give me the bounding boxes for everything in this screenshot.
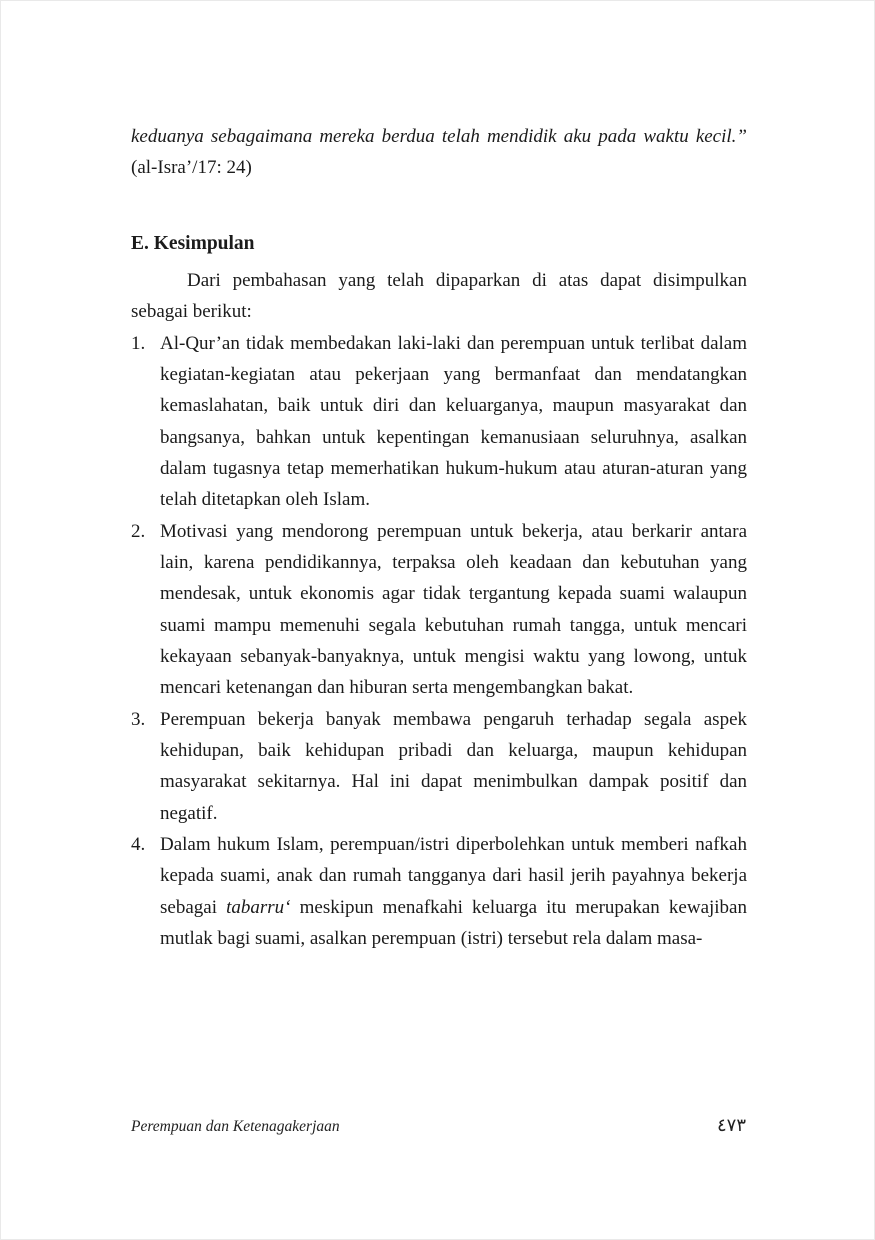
list-item bbox=[131, 328, 747, 516]
list-item-number: 4. bbox=[131, 834, 146, 856]
intro-paragraph: Dari pembahasan yang telah dipaparkan di atas dapat disimpulkan sebagai berikut: bbox=[131, 269, 747, 323]
list-item bbox=[131, 704, 747, 829]
list-item-number: 1. bbox=[131, 332, 146, 354]
list-item-number: 3. bbox=[131, 708, 146, 730]
page-footer bbox=[131, 1115, 746, 1136]
conclusion-list bbox=[131, 328, 747, 955]
list-item-text-before: Dalam hukum Islam, perempuan/istri diperbolehkan untuk memberi nafkah kepada suami, anak dan rumah tangganya dari hasil jerih payahnya bekerja sebagai bbox=[160, 834, 747, 918]
page-content bbox=[131, 121, 747, 954]
list-item bbox=[131, 516, 747, 704]
list-item-text-after: meskipun menafkahi keluarga itu merupakan kewajiban mutlak bagi suami, asalkan perempuan (istri) tersebut rela dalam masa- bbox=[160, 896, 747, 950]
section-heading: E. Kesimpulan bbox=[131, 232, 255, 254]
list-item-text: Perempuan bekerja banyak membawa pengaruh terhadap segala aspek kehidupan, baik kehidupan pribadi dan keluarga, maupun kehidupan masyarakat sekitarnya. Hal ini dapat menimbulkan dampak positif dan negatif. bbox=[160, 708, 747, 824]
list-item-text bbox=[160, 829, 747, 954]
list-item-text: Motivasi yang mendorong perempuan untuk bekerja, atau berkarir antara lain, karena pendidikannya, terpaksa oleh keadaan dan kebutuhan yang mendesak, untuk ekonomis agar tidak tergantung kepada suami walaupun suami mampu memenuhi segala kebutuhan rumah tangga, untuk mencari kekayaan sebanyak-banyaknya, untuk mengisi waktu yang lowong, untuk mencari ketenangan dan hiburan serta mengembangkan bakat. bbox=[160, 520, 747, 699]
list-item-text: Al-Qur’an tidak membedakan laki-laki dan perempuan untuk terlibat dalam kegiatan-kegiatan atau pekerjaan yang bermanfaat dan mendatangkan kemaslahatan, baik untuk diri dan keluarganya, maupun masyarakat dan bangsanya, bahkan untuk kepentingan kemanusiaan seluruhnya, asalkan dalam tugasnya tetap memerhatikan hukum-hukum atau aturan-aturan yang telah ditetapkan oleh Islam. bbox=[160, 332, 747, 511]
list-item-number: 2. bbox=[131, 520, 146, 542]
footer-book-title: Perempuan dan Ketenagakerjaan bbox=[131, 1118, 340, 1135]
page-number: ٤٧٣ bbox=[716, 1115, 746, 1135]
quote-citation: (al-Isra’/17: 24) bbox=[131, 157, 252, 179]
list-item bbox=[131, 829, 747, 954]
quote-paragraph bbox=[131, 121, 747, 184]
italic-term: tabarru‘ bbox=[226, 896, 291, 918]
quote-italic-text: keduanya sebagaimana mereka berdua telah mendidik aku pada waktu kecil.” bbox=[131, 126, 747, 147]
